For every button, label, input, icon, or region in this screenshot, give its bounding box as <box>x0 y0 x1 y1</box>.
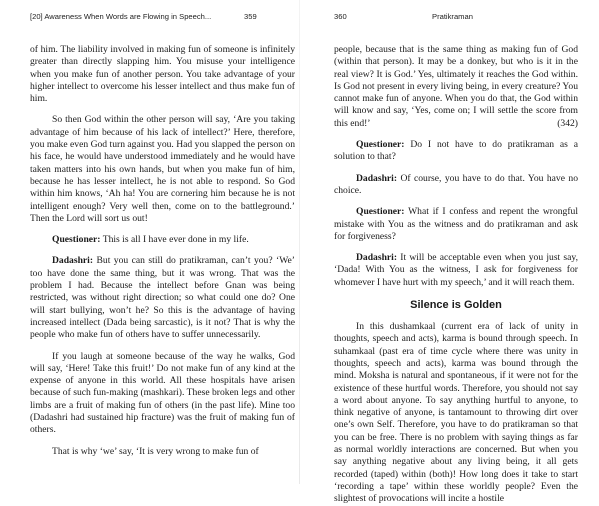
speaker-label: Dadashri: <box>52 255 94 267</box>
speaker-label: Questioner: <box>356 206 405 218</box>
speaker-label: Questioner: <box>52 234 101 246</box>
right-header-title: Pratikraman <box>432 12 473 21</box>
paragraph: If you laugh at someone because of the way he walks, God will say, ‘Here! Take this fruit!’ Do not make fun of any kind at the expense of anyone in this world. All these hospitals have arisen because of such fun-making (mashkari). These broken legs and other limbs are a fruit of making fun of others (in the past life). Mine too (Dadashri had sustained hip fracture) was the fruit of making fun of others. <box>30 350 295 436</box>
right-page <box>334 0 578 505</box>
left-header-title: [20] Awareness When Words are Flowing in Speech... <box>30 12 212 21</box>
dialogue-paragraph: Dadashri: Of course, you have to do that. You have no choice. <box>334 172 578 196</box>
speaker-label: Dadashri: <box>356 172 398 184</box>
left-page-number: 359 <box>244 12 257 21</box>
right-page-body <box>334 44 578 506</box>
paragraph: So then God within the other person will say, ‘Are you taking advantage of him because of his lack of intellect?’ Here, therefore, you make even God turn against you. Had you slapped the person on his face, he would have understood immediately and he would have taken matters into his own hands, but when you make fun of him, because he has lesser intellect, he is not able to respond. So God within him knows, ‘Ah ha! You are cornering him because he is not intelligent enough? Very well then, come on to the battleground.’ Then the Lord will sort us out! <box>30 114 295 224</box>
dialogue-paragraph: Questioner: This is all I have ever done in my life. <box>52 234 249 246</box>
paragraph-reference: (342) <box>557 117 578 129</box>
left-page-body <box>30 44 295 458</box>
dialogue-paragraph: Questioner: What if I confess and repent the wrongful mistake with You as the witness and do pratikraman and ask for forgiveness? <box>334 206 578 242</box>
left-page-header <box>30 10 295 24</box>
paragraph: people, because that is the same thing as making fun of God (within that person). It may be a donkey, but who is it in the real view? It is God.’ Yes, ultimately it reaches the God within. Is God not present in every living being, in every creature? You cannot make fun of anyone. When you do that, the God within will know and say, ‘Yes, come on; I will settle the score from this end!’ (342) <box>334 44 578 129</box>
paragraph: That is why ‘we’ say, ‘It is very wrong to make fun of <box>52 445 259 457</box>
section-heading: Silence is Golden <box>410 299 502 312</box>
dialogue-paragraph: Questioner: Do I not have to do pratikraman as a solution to that? <box>334 139 578 163</box>
right-page-header <box>334 10 578 24</box>
page-gutter <box>299 0 300 484</box>
speaker-label: Questioner: <box>356 139 405 151</box>
dialogue-paragraph: Dadashri: It will be acceptable even when you just say, ‘Dada! With You as the witness, I ask for forgiveness for whomever I have hurt with my speech,’ and it will reach them. <box>334 252 578 288</box>
right-page-number: 360 <box>334 12 347 21</box>
left-page <box>30 0 295 484</box>
speaker-label: Dadashri: <box>356 252 398 264</box>
paragraph: of him. The liability involved in making fun of someone is infinitely greater than directly slapping him. You misuse your intelligence when you make fun of another person. You take advantage of your higher intellect to overcome his lesser intellect and thus make fun of him. <box>30 44 295 105</box>
dialogue-paragraph: Dadashri: But you can still do pratikraman, can’t you? ‘We’ too have done the same thing, but it was wrong. That was the problem I had. Because the intellect before Gnan was being restricted, was without right direction; so what could one do? One will start bullying, won’t he? So this is the advantage of having increased intellect (Dada being sarcastic), is it not? That is why the people who make fun of others have to suffer unnecessarily. <box>30 255 295 341</box>
paragraph: In this dushamkaal (current era of lack of unity in thoughts, speech and acts), karma is bound through speech. In suhamkaal (past era of time cycle where there was unity in thoughts, speech and acts), karma was bound through the mind. Moksha is natural and spontaneous, if it were not for the existence of these hurtful words. Therefore, you should not say a word about anyone. To say anything hurtful to anyone, to think negative of anyone, is tantamount to throwing dirt over one’s own Self. Therefore, you have to do pratikraman so that you can be free. There is no problem with saying things as far as normal worldly interactions are concerned. But when you say anything negative about any living being, it all gets recorded (taped) within (both)! How long does it take to start ‘recording a tape’ within these worldly people? Even the slightest of provocations will incite a hostile <box>334 321 578 505</box>
